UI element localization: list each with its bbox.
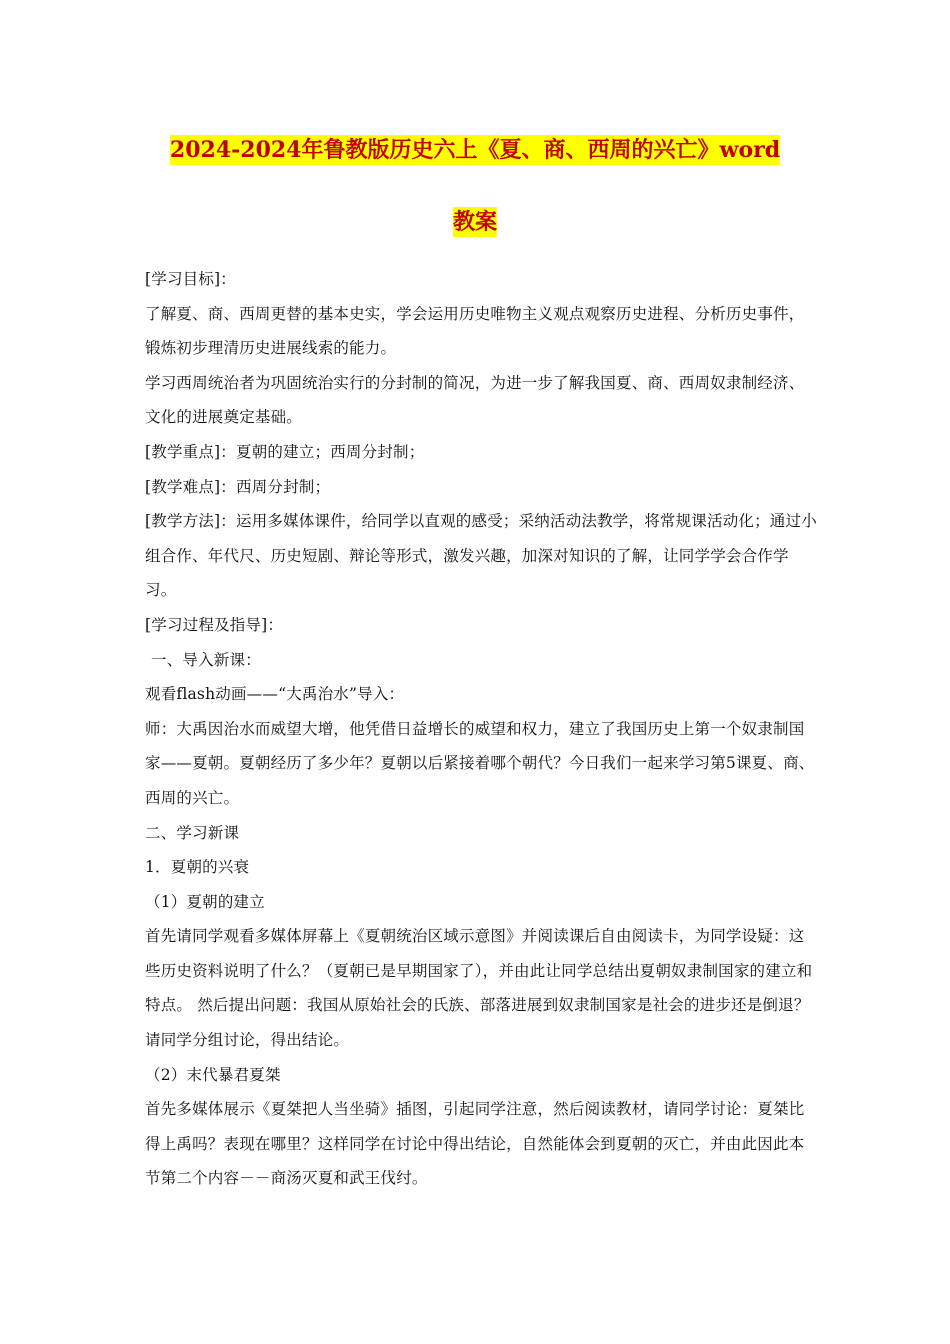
subheading-xia-founding: （1）夏朝的建立 [145, 892, 265, 911]
paragraph-teacher-speech: 师：大禹因治水而威望大增，他凭借日益增长的威望和权力，建立了我国历史上第一个奴隶制国家——夏朝。夏朝经历了多少年？夏朝以后紧接着哪个朝代？今日我们一起来学习第5课夏、商、西周的兴亡。 [145, 719, 815, 807]
document-body [145, 262, 817, 1196]
section-heading-objectives: [学习目标]： [145, 270, 236, 288]
title-highlight: 教案 [452, 209, 497, 235]
section-heading-intro: 一、导入新课： [151, 650, 261, 669]
paragraph-teaching-methods: [教学方法]：运用多媒体课件，给同学以直观的感受；采纳活动法教学，将常规课活动化；通过小组合作、年代尺、历史短剧、辩论等形式，激发兴趣，加深对知识的了解，让同学学会合作学习。 [145, 512, 817, 600]
subheading-xia-jie: （2）末代暴君夏桀 [145, 1065, 281, 1084]
paragraph-objective-2: 学习西周统治者为巩固统治实行的分封制的简况，为进一步了解我国夏、商、西周奴隶制经济、文化的进展奠定基础。 [145, 373, 805, 427]
document-title-line2 [0, 207, 950, 237]
paragraph-objective-1: 了解夏、商、西周更替的基本史实，学会运用历史唯物主义观点观察历史进程、分析历史事件，锻炼初步理清历史进展线索的能力。 [145, 304, 805, 358]
subheading-xia-rise-fall: 1．夏朝的兴衰 [145, 858, 250, 877]
title-highlight: 2024-2024年鲁教版历史六上《夏、商、西周的兴亡》word [169, 137, 781, 163]
paragraph-difficult-points: [教学难点]：西周分封制； [145, 477, 331, 496]
section-heading-process: [学习过程及指导]： [145, 615, 284, 634]
paragraph-key-points: [教学重点]：夏朝的建立；西周分封制； [145, 442, 425, 461]
paragraph-flash-intro: 观看flash动画——“大禹治水”导入： [145, 685, 405, 704]
section-heading-new-lesson: 二、学习新课 [145, 823, 240, 842]
paragraph-xia-jie: 首先多媒体展示《夏桀把人当坐骑》插图，引起同学注意，然后阅读教材，请同学讨论：夏桀比得上禹吗？表现在哪里？这样同学在讨论中得出结论，自然能体会到夏朝的灭亡，并由此因此本节第二个内容－－商汤灭夏和武王伐纣。 [145, 1100, 805, 1188]
paragraph-xia-founding: 首先请同学观看多媒体屏幕上《夏朝统治区域示意图》并阅读课后自由阅读卡，为同学设疑：这些历史资料说明了什么？（夏朝已是早期国家了），并由此让同学总结出夏朝奴隶制国家的建立和特点。 然后提出问题：我国从原始社会的氏族、部落进展到奴隶制国家是社会的进步还是倒退？请同学分组讨论，得出结论。 [145, 927, 813, 1050]
document-title-line1 [0, 135, 950, 165]
